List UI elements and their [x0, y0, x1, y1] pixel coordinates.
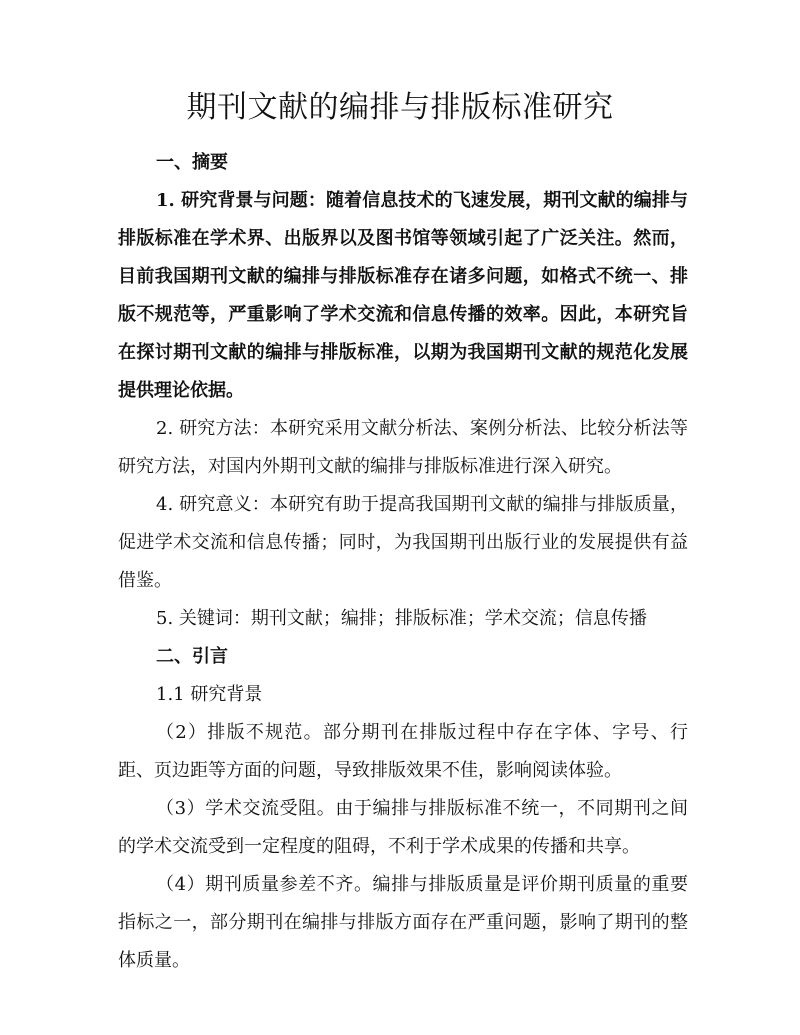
paragraph-research-significance: 4. 研究意义：本研究有助于提高我国期刊文献的编排与排版质量，促进学术交流和信息传播；同时，为我国期刊出版行业的发展提供有益借鉴。: [118, 494, 688, 591]
paragraph-research-methods: 2. 研究方法：本研究采用文献分析法、案例分析法、比较分析法等研究方法，对国内外期刊文献的编排与排版标准进行深入研究。: [118, 418, 688, 477]
document-body: [118, 144, 688, 980]
section-heading-abstract: 一、摘要: [156, 152, 228, 173]
list-item-academic-exchange: （3）学术交流受阻。由于编排与排版标准不统一，不同期刊之间的学术交流受到一定程度的阻碍，不利于学术成果的传播和共享。: [118, 798, 688, 857]
document-title: 期刊文献的编排与排版标准研究: [186, 90, 614, 125]
paragraph-keywords: 5. 关键词：期刊文献；编排；排版标准；学术交流；信息传播: [156, 608, 647, 629]
section-heading-introduction: 二、引言: [156, 646, 228, 667]
list-item-typesetting: （2）排版不规范。部分期刊在排版过程中存在字体、字号、行距、页边距等方面的问题，导致排版效果不佳，影响阅读体验。: [118, 722, 688, 781]
subsection-heading-research-background: 1.1 研究背景: [156, 684, 263, 705]
list-item-journal-quality: （4）期刊质量参差不齐。编排与排版质量是评价期刊质量的重要指标之一，部分期刊在编排与排版方面存在严重问题，影响了期刊的整体质量。: [118, 874, 688, 971]
paragraph-research-background: 1. 研究背景与问题：随着信息技术的飞速发展，期刊文献的编排与排版标准在学术界、出版界以及图书馆等领域引起了广泛关注。然而，目前我国期刊文献的编排与排版标准存在诸多问题，如格式不统一、排版不规范等，严重影响了学术交流和信息传播的效率。因此，本研究旨在探讨期刊文献的编排与排版标准，以期为我国期刊文献的规范化发展提供理论依据。: [118, 190, 688, 401]
